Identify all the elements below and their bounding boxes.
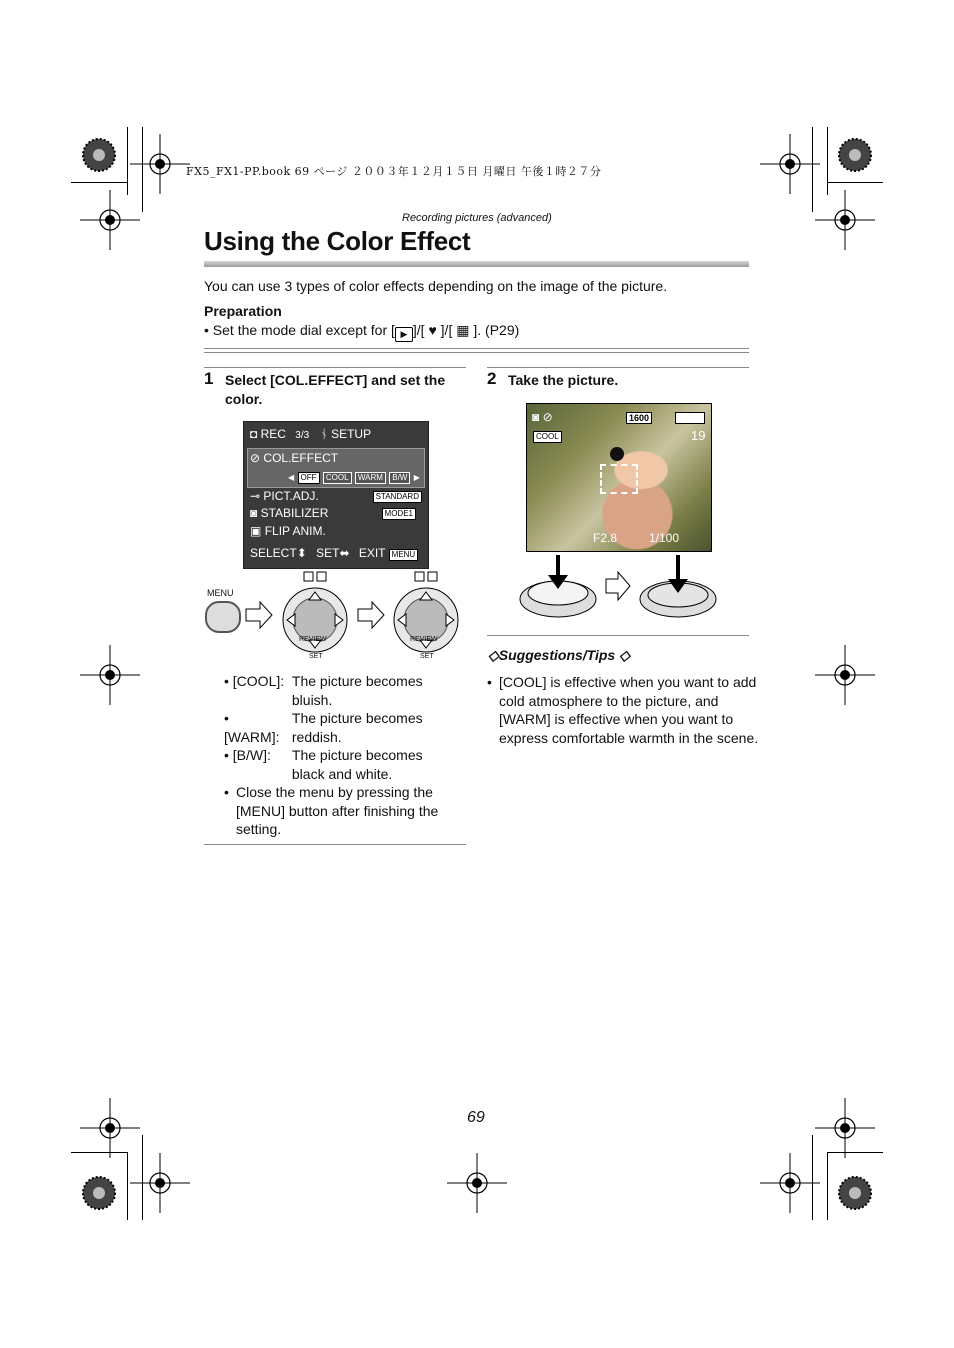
aperture-value: F2.8 — [593, 531, 618, 545]
option-bw: B/W — [389, 472, 410, 484]
step1-bottom-rule — [204, 844, 466, 845]
flip-anim-icon: ▣ — [250, 524, 262, 538]
list-item — [224, 672, 464, 709]
prep-sep-1: ]/[ — [412, 322, 425, 338]
bullet-label: • [B/W]: — [224, 747, 271, 763]
heart-icon: ♥ — [424, 322, 441, 338]
step2-rule — [487, 367, 749, 368]
dial-review-label: REVIEW — [410, 636, 438, 643]
motion-picture-icon: ▦ — [452, 322, 474, 338]
preparation-text — [204, 322, 519, 342]
tips-heading — [488, 647, 630, 664]
camera-icon: ◘ — [250, 427, 258, 441]
stabilizer-icon: ◙ — [250, 506, 258, 520]
stabilizer-label: STABILIZER — [260, 506, 329, 520]
dial-review-label: REVIEW — [299, 636, 327, 643]
pict-adj-value: STANDARD — [373, 491, 422, 503]
control-dial-icon — [280, 570, 350, 662]
bullet-label: • [WARM]: — [224, 710, 280, 745]
menu-tag: MENU — [389, 549, 419, 561]
preparation-heading: Preparation — [204, 303, 282, 319]
camera-mode-icon: ◙ ⊘ — [532, 410, 553, 424]
select-hint: SELECT — [250, 546, 297, 560]
control-dial-icon — [391, 570, 461, 662]
prep-sep-2: ]/[ — [440, 322, 453, 338]
exit-hint: EXIT — [358, 546, 386, 560]
diamond-icon: ◇ — [619, 647, 630, 663]
menu-button-label: MENU — [207, 588, 234, 598]
camera-preview — [526, 403, 712, 552]
cool-indicator: COOL — [533, 431, 562, 443]
bullet-text: The picture becomes bluish. — [291, 673, 423, 708]
dial-set-label: SET — [420, 653, 434, 660]
file-header-line: FX5_FX1-PP.book 69 ページ ２００３年１２月１５日 月曜日 午後１時２７分 — [186, 165, 602, 178]
dial-set-label: SET — [309, 653, 323, 660]
left-arrow-icon: ◀ — [288, 473, 295, 482]
tips-rule — [487, 635, 749, 636]
page-title: Using the Color Effect — [204, 226, 471, 256]
step2-text: Take the picture. — [508, 372, 619, 388]
step1-text: Select [COL.EFFECT] and set the color. — [225, 372, 446, 407]
prep-text-before: • Set the mode dial except for [ — [204, 322, 395, 338]
title-underline — [204, 261, 749, 267]
section-label: Recording pictures (advanced) — [402, 212, 552, 224]
picture-adjust-icon: ⊸ — [250, 489, 261, 503]
step1-number: 1 — [204, 369, 214, 388]
right-arrow-icon: ▶ — [413, 473, 420, 482]
list-item — [224, 746, 464, 783]
rec-tab: REC — [260, 427, 286, 441]
up-down-icon: ⬍ — [296, 546, 307, 560]
page-indicator: 3/3 — [295, 430, 310, 441]
iso-value: 1600 — [626, 412, 652, 424]
arrow-right-icon — [356, 600, 386, 630]
shots-remaining: 19 — [691, 428, 706, 443]
focus-dot — [610, 447, 624, 461]
diamond-icon: ◇ — [488, 647, 499, 663]
col-effect-label: COL.EFFECT — [263, 451, 339, 465]
set-hint: SET — [316, 546, 340, 560]
step2-number: 2 — [487, 369, 497, 388]
setup-tab: SETUP — [331, 427, 372, 441]
flip-anim-label: FLIP ANIM. — [264, 524, 326, 538]
arrow-right-icon — [244, 600, 274, 630]
list-item — [224, 709, 464, 746]
divider — [204, 352, 749, 353]
menu-button — [205, 601, 241, 633]
bullet-label: • [COOL]: — [224, 673, 285, 689]
shutter-value: 1/100 — [649, 531, 680, 545]
tips-text: • [COOL] is effective when you want to add cold atmosphere to the picture, and [WARM] is effective when you want to express comfortable warmth in the scene. — [487, 673, 761, 747]
bullet-text: The picture becomes reddish. — [291, 710, 423, 745]
color-effect-icon: ⊘ — [250, 451, 261, 465]
close-note: • Close the menu by pressing the [MENU] button after finishing the setting. — [224, 783, 464, 839]
tips-heading-text: Suggestions/Tips — [498, 647, 616, 663]
af-frame — [600, 464, 638, 494]
divider — [204, 348, 749, 349]
bullet-text: The picture becomes black and white. — [291, 747, 423, 782]
option-cool: COOL — [323, 472, 352, 484]
step1-rule — [204, 367, 466, 368]
menu-screen — [243, 421, 429, 569]
page-number: 69 — [467, 1109, 485, 1126]
stabilizer-value: MODE1 — [382, 508, 416, 520]
wrench-icon: ᚾ — [320, 427, 328, 441]
shutter-press-illustration — [518, 555, 718, 621]
battery-icon — [675, 412, 705, 424]
option-off: OFF — [298, 472, 320, 484]
playback-icon: ▶ — [395, 327, 413, 342]
prep-text-after: ]. (P29) — [473, 322, 520, 338]
option-warm: WARM — [355, 472, 386, 484]
color-effect-list — [224, 672, 464, 839]
intro-text: You can use 3 types of color effects depending on the image of the picture. — [204, 278, 668, 294]
pict-adj-label: PICT.ADJ. — [263, 489, 319, 503]
left-right-icon: ⬌ — [339, 546, 350, 560]
